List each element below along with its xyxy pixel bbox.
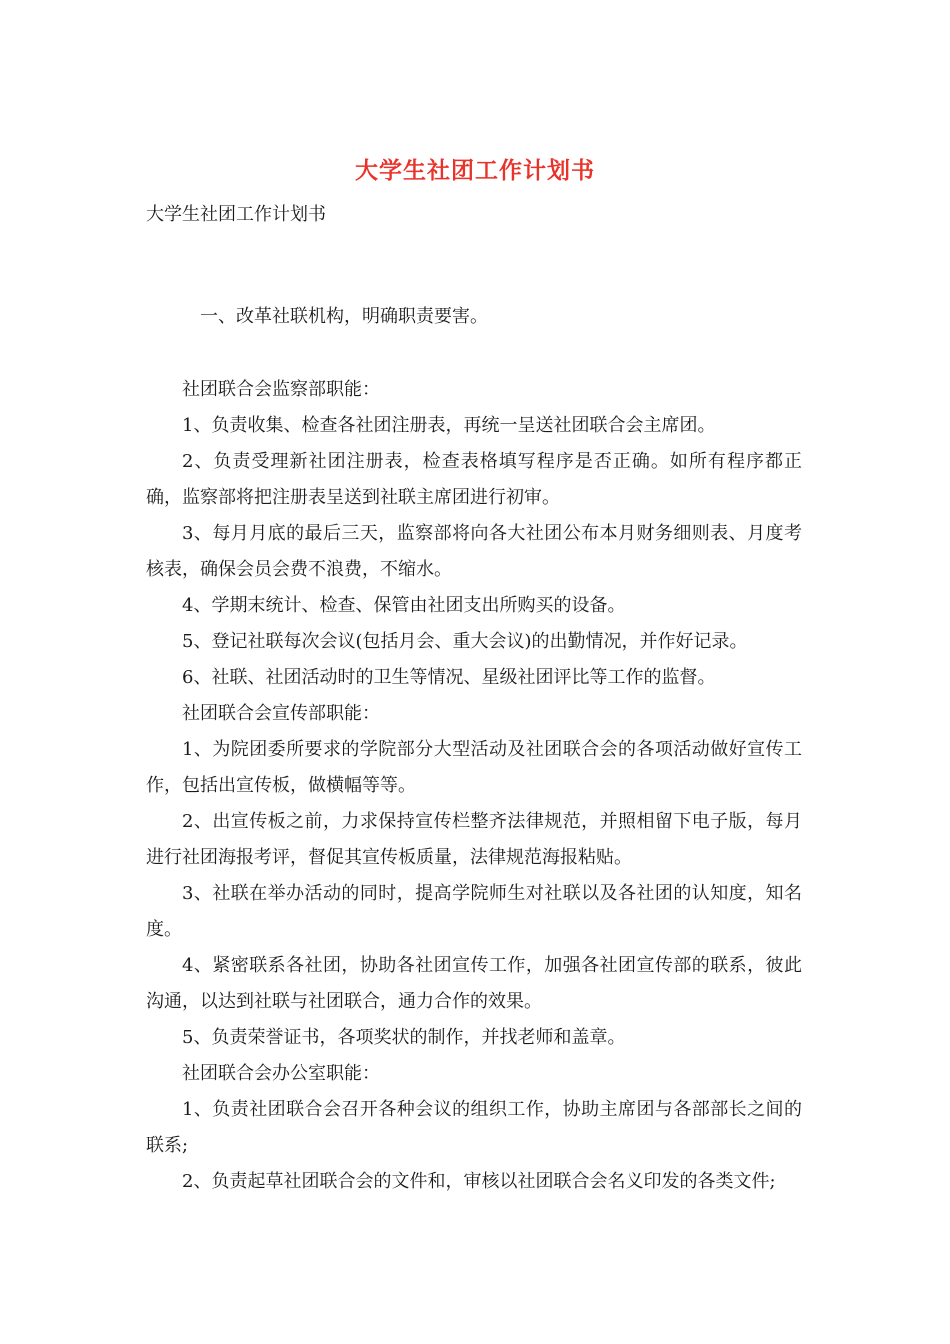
paragraph: 社团联合会宣传部职能： xyxy=(182,703,380,724)
paragraph: 5、负责荣誉证书，各项奖状的制作，并找老师和盖章。 xyxy=(182,1027,626,1048)
section-heading: 一、改革社联机构，明确职责要害。 xyxy=(200,306,488,327)
document-subtitle: 大学生社团工作计划书 xyxy=(146,204,326,225)
paragraph: 4、紧密联系各社团，协助各社团宣传工作，加强各社团宣传部的联系，彼此沟通，以达到社联与社团联合，通力合作的效果。 xyxy=(146,955,802,1012)
paragraph: 5、登记社联每次会议(包括月会、重大会议)的出勤情况，并作好记录。 xyxy=(182,631,748,652)
paragraph: 2、出宣传板之前，力求保持宣传栏整齐法律规范，并照相留下电子版，每月进行社团海报考评，督促其宣传板质量，法律规范海报粘贴。 xyxy=(146,811,802,868)
paragraph: 2、负责起草社团联合会的文件和，审核以社团联合会名义印发的各类文件; xyxy=(182,1171,776,1192)
paragraph: 4、学期末统计、检查、保管由社团支出所购买的设备。 xyxy=(182,595,626,616)
paragraph: 1、为院团委所要求的学院部分大型活动及社团联合会的各项活动做好宣传工作，包括出宣传板，做横幅等等。 xyxy=(146,739,802,796)
paragraph: 1、负责社团联合会召开各种会议的组织工作，协助主席团与各部部长之间的联系; xyxy=(146,1099,802,1156)
paragraph: 3、每月月底的最后三天，监察部将向各大社团公布本月财务细则表、月度考核表，确保会员会费不浪费，不缩水。 xyxy=(146,523,802,580)
paragraph: 6、社联、社团活动时的卫生等情况、星级社团评比等工作的监督。 xyxy=(182,667,716,688)
paragraph: 社团联合会办公室职能： xyxy=(182,1063,380,1084)
paragraph: 2、负责受理新社团注册表，检查表格填写程序是否正确。如所有程序都正确，监察部将把注册表呈送到社联主席团进行初审。 xyxy=(146,451,802,508)
document-body xyxy=(146,372,802,1200)
paragraph: 社团联合会监察部职能： xyxy=(182,379,380,400)
paragraph: 1、负责收集、检查各社团注册表，再统一呈送社团联合会主席团。 xyxy=(182,415,716,436)
paragraph: 3、社联在举办活动的同时，提高学院师生对社联以及各社团的认知度，知名度。 xyxy=(146,883,802,940)
document-title: 大学生社团工作计划书 xyxy=(355,157,595,184)
